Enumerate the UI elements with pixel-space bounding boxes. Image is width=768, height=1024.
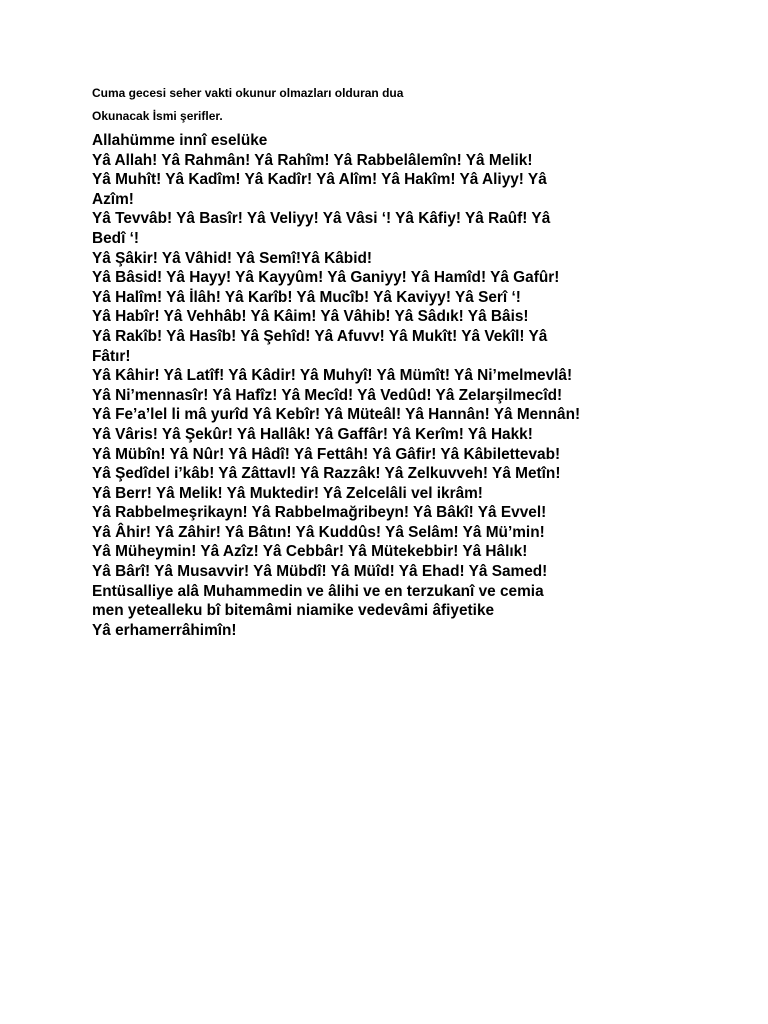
- prayer-line: Yâ Habîr! Yâ Vehhâb! Yâ Kâim! Yâ Vâhib! Yâ Sâdık! Yâ Bâis!: [92, 308, 529, 326]
- prayer-text: [92, 131, 692, 640]
- document-subheading: Okunacak İsmi şerifler.: [92, 109, 223, 123]
- prayer-line: Yâ Mübîn! Yâ Nûr! Yâ Hâdî! Yâ Fettâh! Yâ Gâfir! Yâ Kâbilettevab!: [92, 445, 561, 463]
- prayer-line: Yâ Âhir! Yâ Zâhir! Yâ Bâtın! Yâ Kuddûs! Yâ Selâm! Yâ Mü’min!: [92, 523, 545, 541]
- prayer-line: Bedî ‘!: [92, 229, 140, 247]
- prayer-line: Yâ Rabbelmeşrikayn! Yâ Rabbelmağribeyn! Yâ Bâkî! Yâ Evvel!: [92, 504, 547, 522]
- prayer-line: Yâ erhamerrâhimîn!: [92, 621, 237, 639]
- prayer-line: Yâ Şedîdel i’kâb! Yâ Zâttavl! Yâ Razzâk! Yâ Zelkuvveh! Yâ Metîn!: [92, 465, 561, 483]
- prayer-line: Yâ Rakîb! Yâ Hasîb! Yâ Şehîd! Yâ Afuvv! Yâ Mukît! Yâ Vekîl! Yâ: [92, 327, 548, 345]
- prayer-line: Yâ Vâris! Yâ Şekûr! Yâ Hallâk! Yâ Gaffâr! Yâ Kerîm! Yâ Hakk!: [92, 425, 533, 443]
- prayer-line: men yetealleku bî bitemâmi niamike vedevâmi âfiyetike: [92, 602, 495, 620]
- prayer-line: Yâ Ni’mennasîr! Yâ Hafîz! Yâ Mecîd! Yâ Vedûd! Yâ Zelarşilmecîd!: [92, 386, 563, 404]
- prayer-line: Fâtır!: [92, 347, 131, 365]
- prayer-line: Yâ Muhît! Yâ Kadîm! Yâ Kadîr! Yâ Alîm! Yâ Hakîm! Yâ Aliyy! Yâ: [92, 171, 547, 189]
- prayer-line: Allahümme innî eselüke: [92, 132, 268, 149]
- prayer-line: Azîm!: [92, 190, 134, 208]
- prayer-line: Yâ Berr! Yâ Melik! Yâ Muktedir! Yâ Zelcelâli vel ikrâm!: [92, 484, 483, 502]
- prayer-line: Yâ Bâsid! Yâ Hayy! Yâ Kayyûm! Yâ Ganiyy! Yâ Hamîd! Yâ Gafûr!: [92, 269, 560, 287]
- prayer-line: Yâ Bârî! Yâ Musavvir! Yâ Mübdî! Yâ Müîd! Yâ Ehad! Yâ Samed!: [92, 563, 548, 581]
- document-page: [92, 85, 692, 640]
- prayer-line: Entüsalliye alâ Muhammedin ve âlihi ve en terzukanî ve cemia: [92, 582, 544, 600]
- prayer-line: Yâ Halîm! Yâ İlâh! Yâ Karîb! Yâ Mucîb! Yâ Kaviyy! Yâ Serî ‘!: [92, 288, 521, 306]
- prayer-line: Yâ Kâhir! Yâ Latîf! Yâ Kâdir! Yâ Muhyî! Yâ Mümît! Yâ Ni’melmevlâ!: [92, 367, 573, 385]
- prayer-line: Yâ Fe’a’lel li mâ yurîd Yâ Kebîr! Yâ Müteâl! Yâ Hannân! Yâ Mennân!: [92, 406, 581, 424]
- document-heading: Cuma gecesi seher vakti okunur olmazları olduran dua: [92, 86, 404, 100]
- prayer-line: Yâ Tevvâb! Yâ Basîr! Yâ Veliyy! Yâ Vâsi ‘! Yâ Kâfiy! Yâ Raûf! Yâ: [92, 210, 551, 228]
- prayer-line: Yâ Müheymin! Yâ Azîz! Yâ Cebbâr! Yâ Mütekebbir! Yâ Hâlık!: [92, 543, 528, 561]
- prayer-line: Yâ Şâkir! Yâ Vâhid! Yâ Semî!Yâ Kâbid!: [92, 249, 372, 267]
- prayer-line: Yâ Allah! Yâ Rahmân! Yâ Rahîm! Yâ Rabbelâlemîn! Yâ Melik!: [92, 151, 533, 169]
